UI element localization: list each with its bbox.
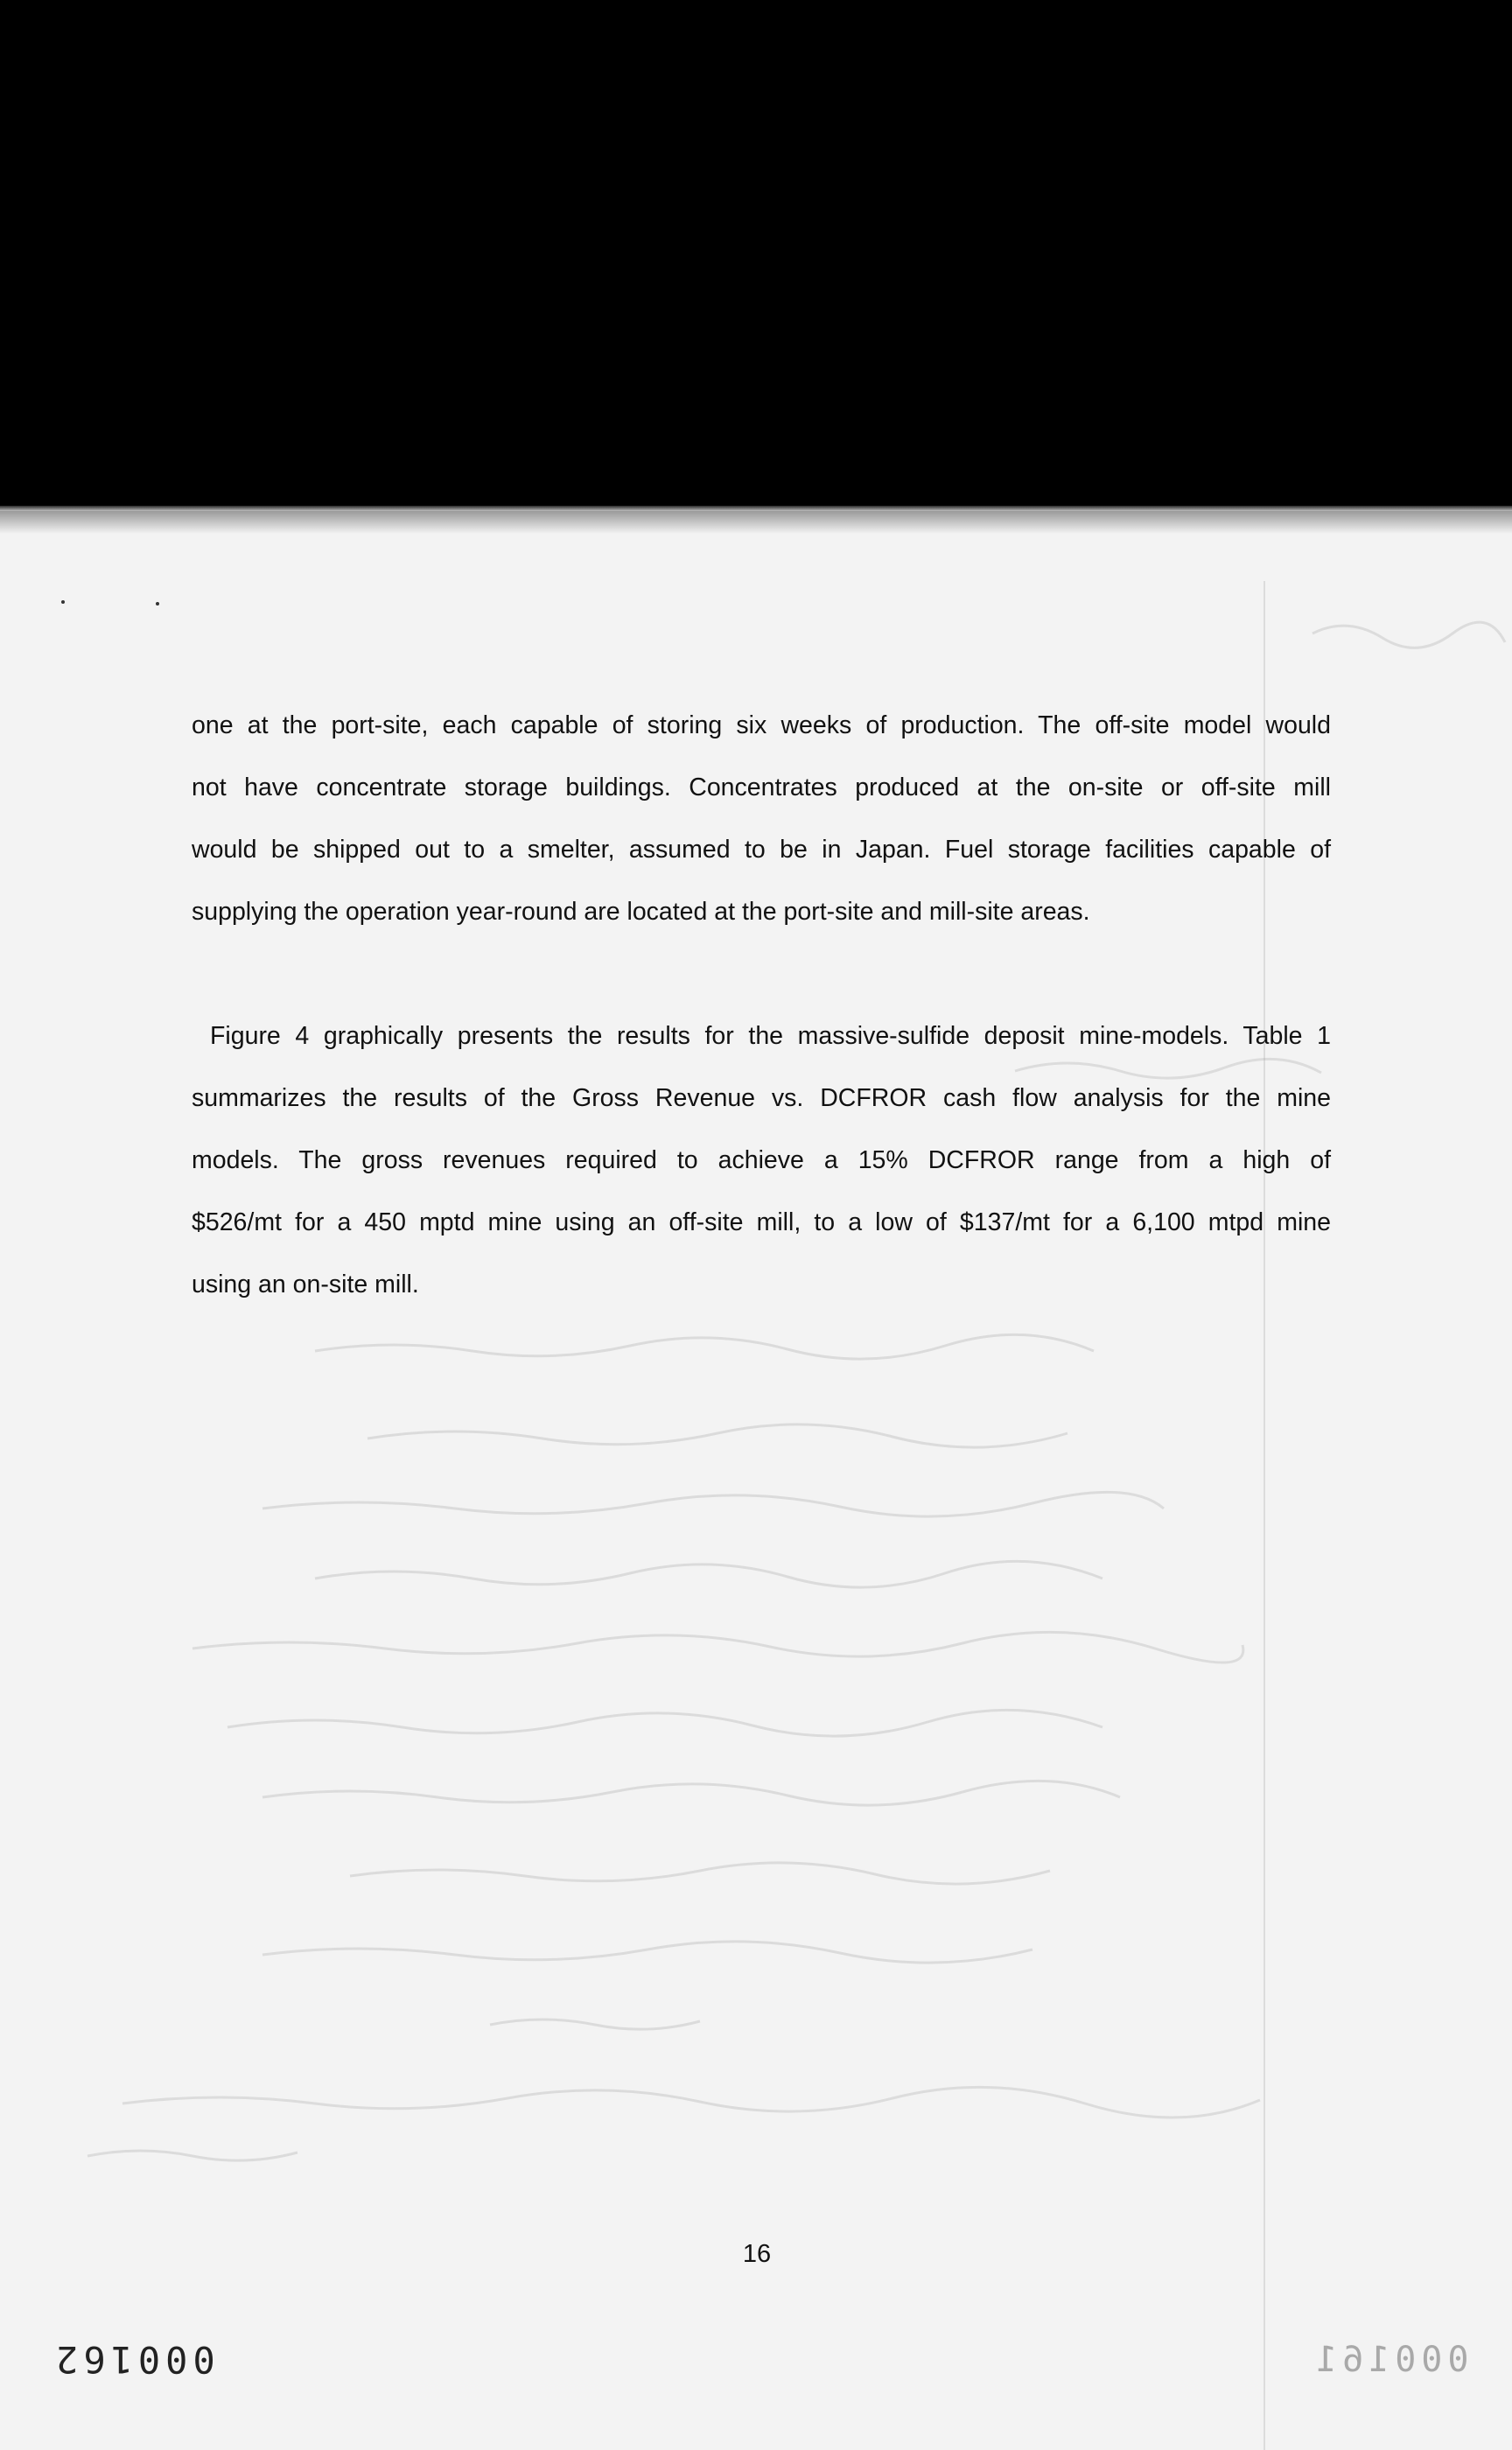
paragraph-1-line-3: would be shipped out to a smelter, assumed to be in Japan. Fuel storage facilities capable of <box>192 836 1331 864</box>
page-number: 16 <box>742 2240 772 2268</box>
paragraph-1-line-4: supplying the operation year-round are located at the port-site and mill-site areas. <box>192 898 1090 926</box>
paragraph-1-line-2: not have concentrate storage buildings. Concentrates produced at the on-site or off-site mill <box>192 774 1331 802</box>
paragraph-1-line-1: one at the port-site, each capable of storing six weeks of production. The off-site model would <box>192 711 1331 739</box>
scan-speck <box>156 602 159 606</box>
document-control-number: 000162 <box>51 2338 215 2381</box>
page-shadow <box>0 511 1512 534</box>
scanner-black-border <box>0 0 1512 508</box>
paragraph-2-line-3: models. The gross revenues required to achieve a 15% DCFROR range from a high of <box>192 1146 1331 1174</box>
paragraph-2-line-5: using an on-site mill. <box>192 1270 419 1298</box>
paragraph-2-line-2: summarizes the results of the Gross Revenue vs. DCFROR cash flow analysis for the mine <box>192 1084 1331 1112</box>
paragraph-2-line-4: $526/mt for a 450 mptd mine using an off-site mill, to a low of $137/mt for a 6,100 mtpd mine <box>192 1208 1331 1236</box>
bleed-through-control-number: 000161 <box>1311 2340 1469 2380</box>
document-page <box>0 511 1512 2450</box>
scan-speck <box>61 600 65 604</box>
paragraph-2-line-1: Figure 4 graphically presents the results for the massive-sulfide deposit mine-models. Table 1 <box>210 1022 1331 1050</box>
